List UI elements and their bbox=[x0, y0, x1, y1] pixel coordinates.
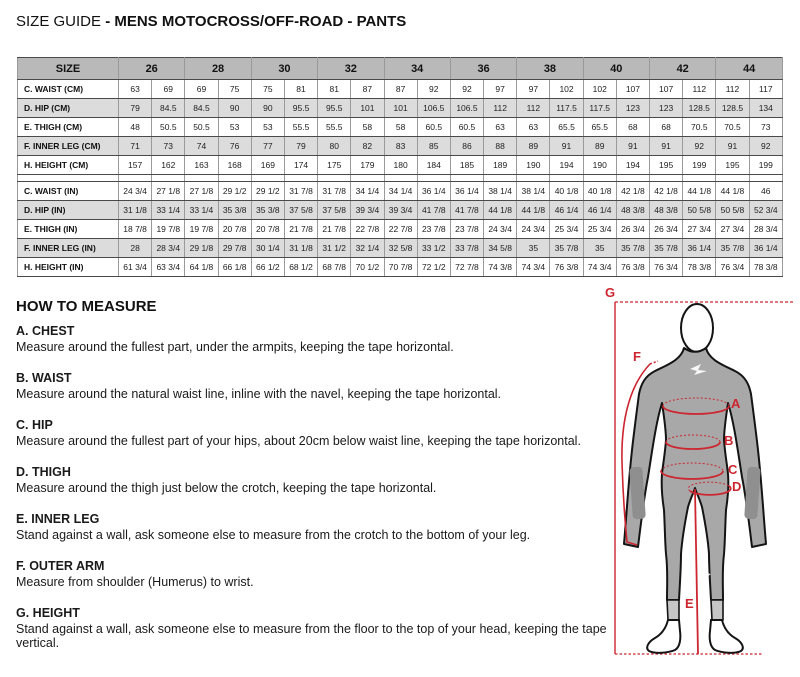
table-cell: 106.5 bbox=[450, 99, 483, 118]
row-label: H. HEIGHT (CM) bbox=[18, 156, 119, 175]
left-foot bbox=[647, 620, 680, 653]
table-cell: 117 bbox=[749, 80, 782, 99]
table-cell: 78 3/8 bbox=[749, 258, 782, 277]
table-cell: 72 1/2 bbox=[417, 258, 450, 277]
size-header-44: 44 bbox=[716, 58, 783, 80]
table-cell: 65.5 bbox=[550, 118, 583, 137]
table-cell: 32 1/4 bbox=[351, 239, 384, 258]
size-header-42: 42 bbox=[650, 58, 716, 80]
table-cell: 26 3/4 bbox=[616, 220, 649, 239]
table-cell: 189 bbox=[484, 156, 517, 175]
table-cell: 95.5 bbox=[318, 99, 351, 118]
size-header-36: 36 bbox=[450, 58, 516, 80]
label-c: C bbox=[728, 462, 738, 477]
table-cell: 134 bbox=[749, 99, 782, 118]
table-cell: 60.5 bbox=[417, 118, 450, 137]
table-cell: 74 3/4 bbox=[517, 258, 550, 277]
table-cell: 112 bbox=[484, 99, 517, 118]
outer-arm-measure-tick bbox=[650, 361, 658, 364]
table-cell: 63 bbox=[517, 118, 550, 137]
table-cell: 92 bbox=[683, 137, 716, 156]
table-cell: 73 bbox=[152, 137, 185, 156]
table-cell: 70.5 bbox=[716, 118, 749, 137]
row-label: F. INNER LEG (IN) bbox=[18, 239, 119, 258]
table-cell: 76 3/8 bbox=[550, 258, 583, 277]
page-title-regular: SIZE GUIDE bbox=[16, 13, 106, 30]
table-cell: 74 bbox=[185, 137, 218, 156]
table-cell: 107 bbox=[616, 80, 649, 99]
figure-head bbox=[681, 304, 713, 352]
table-cell: 20 7/8 bbox=[218, 220, 251, 239]
row-label: D. HIP (CM) bbox=[18, 99, 119, 118]
table-cell: 36 1/4 bbox=[683, 239, 716, 258]
table-row bbox=[18, 201, 783, 220]
table-cell: 33 1/2 bbox=[417, 239, 450, 258]
table-cell: 179 bbox=[351, 156, 384, 175]
table-cell: 90 bbox=[251, 99, 284, 118]
size-header-38: 38 bbox=[517, 58, 583, 80]
table-cell: 77 bbox=[251, 137, 284, 156]
section-text-height: Stand against a wall, ask someone else to measure from the floor to the top of your head, keeping the tape vertical. bbox=[16, 622, 607, 650]
table-cell: 55.5 bbox=[318, 118, 351, 137]
table-cell: 68 bbox=[650, 118, 683, 137]
table-cell: 48 3/8 bbox=[650, 201, 683, 220]
table-cell: 35 7/8 bbox=[616, 239, 649, 258]
table-cell: 35 7/8 bbox=[716, 239, 749, 258]
size-header-26: 26 bbox=[119, 58, 185, 80]
table-cell: 58 bbox=[384, 118, 417, 137]
table-cell: 190 bbox=[517, 156, 550, 175]
table-cell: 36 1/4 bbox=[417, 182, 450, 201]
table-cell: 31 1/8 bbox=[119, 201, 152, 220]
table-cell: 84.5 bbox=[152, 99, 185, 118]
table-cell: 74 3/4 bbox=[583, 258, 616, 277]
table-cell: 40 1/8 bbox=[550, 182, 583, 201]
table-cell: 69 bbox=[185, 80, 218, 99]
table-cell: 76 bbox=[218, 137, 251, 156]
table-cell: 87 bbox=[351, 80, 384, 99]
row-label: E. THIGH (CM) bbox=[18, 118, 119, 137]
page-title bbox=[16, 13, 406, 30]
table-cell: 91 bbox=[650, 137, 683, 156]
label-a: A bbox=[731, 396, 741, 411]
table-cell: 50.5 bbox=[185, 118, 218, 137]
table-cell: 27 1/8 bbox=[185, 182, 218, 201]
table-row bbox=[18, 156, 783, 175]
table-cell: 64 1/8 bbox=[185, 258, 218, 277]
table-cell: 78 3/8 bbox=[683, 258, 716, 277]
table-cell: 44 1/8 bbox=[484, 201, 517, 220]
table-cell: 35 3/8 bbox=[251, 201, 284, 220]
table-cell: 46 1/4 bbox=[550, 201, 583, 220]
table-cell: 35 7/8 bbox=[550, 239, 583, 258]
table-cell: 55.5 bbox=[284, 118, 317, 137]
table-cell: 26 3/4 bbox=[650, 220, 683, 239]
table-row bbox=[18, 239, 783, 258]
table-cell: 81 bbox=[318, 80, 351, 99]
table-cell: 31 7/8 bbox=[284, 182, 317, 201]
table-cell: 27 3/4 bbox=[716, 220, 749, 239]
table-cell: 199 bbox=[749, 156, 782, 175]
table-cell: 44 1/8 bbox=[683, 182, 716, 201]
table-cell: 29 1/8 bbox=[185, 239, 218, 258]
table-cell: 185 bbox=[450, 156, 483, 175]
row-label: F. INNER LEG (CM) bbox=[18, 137, 119, 156]
table-cell: 95.5 bbox=[284, 99, 317, 118]
table-cell: 58 bbox=[351, 118, 384, 137]
size-header-32: 32 bbox=[318, 58, 384, 80]
table-row bbox=[18, 220, 783, 239]
table-cell: 157 bbox=[119, 156, 152, 175]
table-cell: 85 bbox=[417, 137, 450, 156]
table-cell: 90 bbox=[218, 99, 251, 118]
table-cell: 102 bbox=[550, 80, 583, 99]
table-cell: 102 bbox=[583, 80, 616, 99]
table-cell: 106.5 bbox=[417, 99, 450, 118]
figure-body bbox=[624, 348, 766, 600]
table-cell: 19 7/8 bbox=[152, 220, 185, 239]
table-row bbox=[18, 182, 783, 201]
table-cell: 66 1/2 bbox=[251, 258, 284, 277]
table-cell: 117.5 bbox=[583, 99, 616, 118]
table-cell: 175 bbox=[318, 156, 351, 175]
table-cell: 27 1/8 bbox=[152, 182, 185, 201]
section-heading-height: G. HEIGHT bbox=[16, 606, 80, 620]
table-cell: 42 1/8 bbox=[616, 182, 649, 201]
table-cell: 82 bbox=[351, 137, 384, 156]
table-cell: 41 7/8 bbox=[450, 201, 483, 220]
row-label: C. WAIST (IN) bbox=[18, 182, 119, 201]
table-cell: 79 bbox=[284, 137, 317, 156]
table-cell: 194 bbox=[616, 156, 649, 175]
table-cell: 53 bbox=[218, 118, 251, 137]
table-cell: 48 3/8 bbox=[616, 201, 649, 220]
table-cell: 46 bbox=[749, 182, 782, 201]
table-cell: 163 bbox=[185, 156, 218, 175]
inner-leg-measure-line bbox=[695, 489, 698, 654]
table-cell: 169 bbox=[251, 156, 284, 175]
table-cell: 28 bbox=[119, 239, 152, 258]
table-cell: 39 3/4 bbox=[384, 201, 417, 220]
table-cell: 27 3/4 bbox=[683, 220, 716, 239]
table-cell: 92 bbox=[417, 80, 450, 99]
table-cell: 37 5/8 bbox=[318, 201, 351, 220]
section-text-inner-leg: Stand against a wall, ask someone else to measure from the crotch to the bottom of your leg. bbox=[16, 528, 531, 542]
table-cell: 75 bbox=[251, 80, 284, 99]
table-cell: 86 bbox=[450, 137, 483, 156]
table-cell: 91 bbox=[616, 137, 649, 156]
table-cell: 33 1/4 bbox=[185, 201, 218, 220]
section-text-chest: Measure around the fullest part, under the armpits, keeping the tape horizontal. bbox=[16, 340, 454, 354]
section-heading-inner-leg: E. INNER LEG bbox=[16, 512, 100, 526]
table-cell: 194 bbox=[550, 156, 583, 175]
label-b: B bbox=[724, 433, 734, 448]
table-cell: 40 1/8 bbox=[583, 182, 616, 201]
table-row bbox=[18, 118, 783, 137]
table-cell: 46 1/4 bbox=[583, 201, 616, 220]
table-cell: 38 1/4 bbox=[484, 182, 517, 201]
table-cell: 70.5 bbox=[683, 118, 716, 137]
table-cell: 33 7/8 bbox=[450, 239, 483, 258]
table-cell: 112 bbox=[683, 80, 716, 99]
table-cell: 31 1/2 bbox=[318, 239, 351, 258]
table-cell: 21 7/8 bbox=[318, 220, 351, 239]
table-cell: 92 bbox=[749, 137, 782, 156]
table-cell: 97 bbox=[484, 80, 517, 99]
row-label: H. HEIGHT (IN) bbox=[18, 258, 119, 277]
table-cell: 34 1/4 bbox=[384, 182, 417, 201]
size-header-40: 40 bbox=[583, 58, 649, 80]
table-cell: 195 bbox=[716, 156, 749, 175]
label-f: F bbox=[633, 349, 641, 364]
table-cell: 76 3/4 bbox=[650, 258, 683, 277]
table-cell: 190 bbox=[583, 156, 616, 175]
table-cell: 29 7/8 bbox=[218, 239, 251, 258]
size-header-30: 30 bbox=[251, 58, 317, 80]
size-header-28: 28 bbox=[185, 58, 251, 80]
table-cell: 25 3/4 bbox=[550, 220, 583, 239]
table-cell: 162 bbox=[152, 156, 185, 175]
table-cell: 92 bbox=[450, 80, 483, 99]
table-row bbox=[18, 137, 783, 156]
table-cell: 91 bbox=[550, 137, 583, 156]
table-cell: 101 bbox=[351, 99, 384, 118]
table-cell: 52 3/4 bbox=[749, 201, 782, 220]
table-cell: 84.5 bbox=[185, 99, 218, 118]
table-cell: 128.5 bbox=[683, 99, 716, 118]
table-cell: 48 bbox=[119, 118, 152, 137]
how-to-measure-title: HOW TO MEASURE bbox=[16, 298, 157, 315]
section-heading-thigh: D. THIGH bbox=[16, 465, 71, 479]
table-cell: 21 7/8 bbox=[284, 220, 317, 239]
table-cell: 68 1/2 bbox=[284, 258, 317, 277]
table-cell: 68 bbox=[616, 118, 649, 137]
section-text-hip: Measure around the fullest part of your hips, about 20cm below waist line, keeping the tape horizontal. bbox=[16, 434, 581, 448]
table-cell: 73 bbox=[749, 118, 782, 137]
table-cell: 35 3/8 bbox=[218, 201, 251, 220]
table-cell: 24 3/4 bbox=[517, 220, 550, 239]
page-title-bold: - MENS MOTOCROSS/OFF-ROAD - PANTS bbox=[105, 13, 407, 30]
table-cell: 41 7/8 bbox=[417, 201, 450, 220]
table-cell: 32 5/8 bbox=[384, 239, 417, 258]
label-e: E bbox=[685, 596, 694, 611]
right-foot bbox=[710, 620, 743, 653]
table-cell: 66 1/8 bbox=[218, 258, 251, 277]
table-cell: 61 3/4 bbox=[119, 258, 152, 277]
table-cell: 22 7/8 bbox=[351, 220, 384, 239]
section-text-outer-arm: Measure from shoulder (Humerus) to wrist. bbox=[16, 575, 254, 589]
table-cell: 70 7/8 bbox=[384, 258, 417, 277]
table-cell: 34 1/4 bbox=[351, 182, 384, 201]
table-cell: 35 bbox=[583, 239, 616, 258]
table-cell: 80 bbox=[318, 137, 351, 156]
measurement-figure bbox=[591, 282, 797, 674]
table-cell: 28 3/4 bbox=[152, 239, 185, 258]
table-cell: 53 bbox=[251, 118, 284, 137]
section-heading-outer-arm: F. OUTER ARM bbox=[16, 559, 105, 573]
table-cell: 24 3/4 bbox=[484, 220, 517, 239]
table-row bbox=[18, 80, 783, 99]
measure-sections bbox=[16, 324, 616, 667]
table-cell: 50 5/8 bbox=[716, 201, 749, 220]
table-cell: 107 bbox=[650, 80, 683, 99]
table-cell: 38 1/4 bbox=[517, 182, 550, 201]
table-cell: 91 bbox=[716, 137, 749, 156]
table-cell: 37 5/8 bbox=[284, 201, 317, 220]
table-cell: 25 3/4 bbox=[583, 220, 616, 239]
table-cell: 29 1/2 bbox=[251, 182, 284, 201]
table-cell: 31 1/8 bbox=[284, 239, 317, 258]
table-cell: 83 bbox=[384, 137, 417, 156]
section-heading-chest: A. CHEST bbox=[16, 324, 75, 338]
table-cell: 168 bbox=[218, 156, 251, 175]
row-label: E. THIGH (IN) bbox=[18, 220, 119, 239]
label-d: D bbox=[732, 479, 742, 494]
table-cell: 23 7/8 bbox=[450, 220, 483, 239]
table-cell: 18 7/8 bbox=[119, 220, 152, 239]
table-cell: 112 bbox=[716, 80, 749, 99]
table-cell: 23 7/8 bbox=[417, 220, 450, 239]
size-column-header: SIZE bbox=[18, 58, 119, 80]
table-cell: 19 7/8 bbox=[185, 220, 218, 239]
table-cell: 174 bbox=[284, 156, 317, 175]
table-cell: 31 7/8 bbox=[318, 182, 351, 201]
section-heading-waist: B. WAIST bbox=[16, 371, 72, 385]
table-cell: 72 7/8 bbox=[450, 258, 483, 277]
right-sock bbox=[711, 600, 723, 620]
table-cell: 76 3/4 bbox=[716, 258, 749, 277]
table-cell: 42 1/8 bbox=[650, 182, 683, 201]
table-cell: 28 3/4 bbox=[749, 220, 782, 239]
table-cell: 123 bbox=[650, 99, 683, 118]
table-cell: 35 bbox=[517, 239, 550, 258]
row-label: C. WAIST (CM) bbox=[18, 80, 119, 99]
table-cell: 117.5 bbox=[550, 99, 583, 118]
table-cell: 69 bbox=[152, 80, 185, 99]
table-cell: 70 1/2 bbox=[351, 258, 384, 277]
table-cell: 97 bbox=[517, 80, 550, 99]
table-cell: 79 bbox=[119, 99, 152, 118]
table-cell: 89 bbox=[583, 137, 616, 156]
table-cell: 50.5 bbox=[152, 118, 185, 137]
table-cell: 89 bbox=[517, 137, 550, 156]
table-cell: 71 bbox=[119, 137, 152, 156]
table-cell: 76 3/8 bbox=[616, 258, 649, 277]
table-cell: 30 1/4 bbox=[251, 239, 284, 258]
table-cell: 75 bbox=[218, 80, 251, 99]
table-cell: 112 bbox=[517, 99, 550, 118]
table-cell: 68 7/8 bbox=[318, 258, 351, 277]
table-cell: 35 7/8 bbox=[650, 239, 683, 258]
section-text-waist: Measure around the natural waist line, inline with the navel, keeping the tape horizontal. bbox=[16, 387, 502, 401]
table-cell: 65.5 bbox=[583, 118, 616, 137]
table-cell: 195 bbox=[650, 156, 683, 175]
table-cell: 22 7/8 bbox=[384, 220, 417, 239]
table-separator-row bbox=[18, 175, 783, 182]
table-cell: 199 bbox=[683, 156, 716, 175]
left-sock bbox=[667, 600, 679, 620]
section-text-thigh: Measure around the thigh just below the crotch, keeping the tape horizontal. bbox=[16, 481, 437, 495]
table-cell: 50 5/8 bbox=[683, 201, 716, 220]
table-row bbox=[18, 258, 783, 277]
table-cell: 20 7/8 bbox=[251, 220, 284, 239]
table-cell: 81 bbox=[284, 80, 317, 99]
table-cell: 63 3/4 bbox=[152, 258, 185, 277]
table-cell: 63 bbox=[119, 80, 152, 99]
size-table bbox=[17, 57, 783, 277]
section-heading-hip: C. HIP bbox=[16, 418, 53, 432]
table-row bbox=[18, 99, 783, 118]
table-cell: 101 bbox=[384, 99, 417, 118]
table-cell: 63 bbox=[484, 118, 517, 137]
table-cell: 88 bbox=[484, 137, 517, 156]
body-measurement-diagram bbox=[591, 282, 797, 674]
table-cell: 128.5 bbox=[716, 99, 749, 118]
table-cell: 24 3/4 bbox=[119, 182, 152, 201]
table-cell: 36 1/4 bbox=[749, 239, 782, 258]
table-cell: 36 1/4 bbox=[450, 182, 483, 201]
table-cell: 87 bbox=[384, 80, 417, 99]
label-g: G bbox=[605, 285, 616, 300]
size-header-34: 34 bbox=[384, 58, 450, 80]
table-cell: 33 1/4 bbox=[152, 201, 185, 220]
table-cell: 39 3/4 bbox=[351, 201, 384, 220]
table-cell: 29 1/2 bbox=[218, 182, 251, 201]
row-label: D. HIP (IN) bbox=[18, 201, 119, 220]
table-cell: 74 3/8 bbox=[484, 258, 517, 277]
table-cell: 34 5/8 bbox=[484, 239, 517, 258]
table-cell: 44 1/8 bbox=[716, 182, 749, 201]
table-cell: 60.5 bbox=[450, 118, 483, 137]
table-cell: 184 bbox=[417, 156, 450, 175]
table-cell: 180 bbox=[384, 156, 417, 175]
table-cell: 123 bbox=[616, 99, 649, 118]
table-cell: 44 1/8 bbox=[517, 201, 550, 220]
